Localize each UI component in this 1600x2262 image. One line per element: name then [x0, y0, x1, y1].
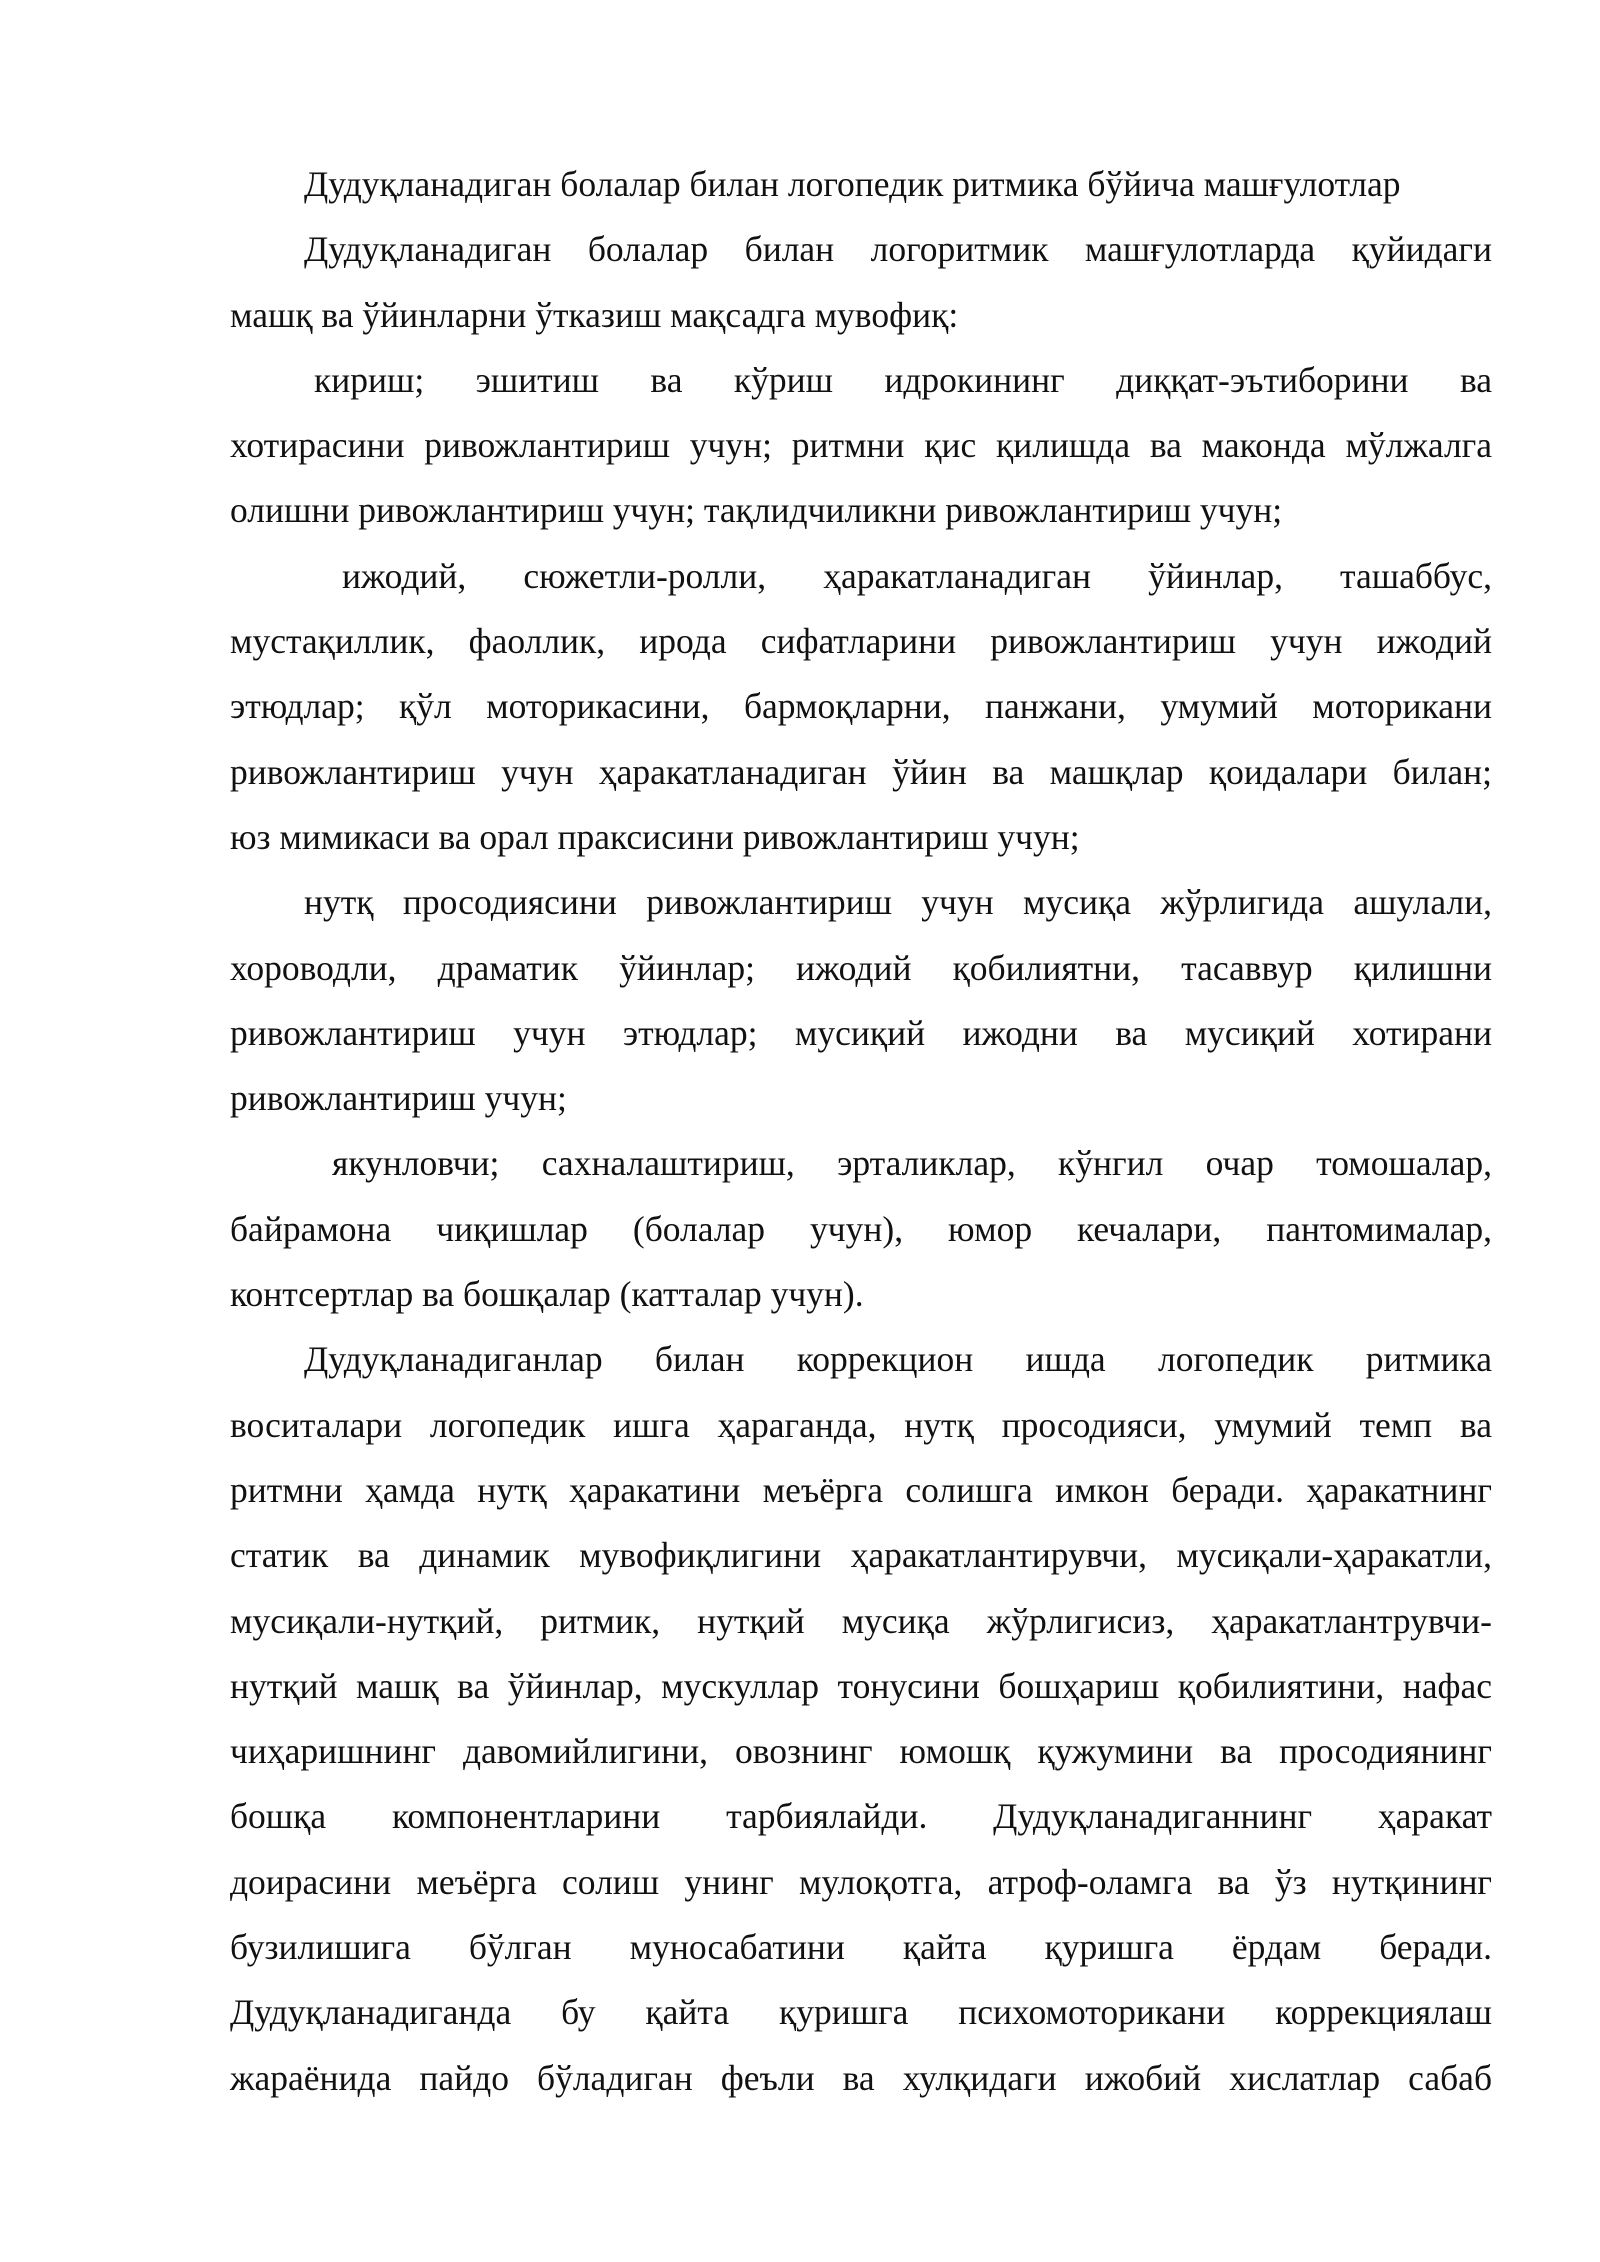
text-line: Дудуқланадиганда бу қайта қуришга психомоторикани коррекциялаш	[230, 1992, 1492, 2033]
text-line: бошқа компонентларини тарбиялайди. Дудуқланадиганнинг ҳаракат	[230, 1796, 1492, 1837]
text-line: кириш; эшитиш ва кўриш идрокининг диққат-эътиборини ва	[314, 359, 1492, 400]
text-line: ривожлантириш учун этюдлар; мусиқий ижодни ва мусиқий хотирани	[230, 1012, 1492, 1053]
text-line: байрамона чиқишлар (болалар учун), юмор кечалари, пантомималар,	[230, 1208, 1492, 1249]
text-line: ривожлантириш учун ҳаракатланадиган ўйин ва машқлар қоидалари билан;	[230, 751, 1492, 792]
text-line: бузилишига бўлган муносабатини қайта қуришга ёрдам беради.	[230, 1927, 1492, 1968]
text-line: юз мимикаси ва орал праксисини ривожлантириш учун;	[230, 816, 1080, 857]
text-line: статик ва динамик мувофиқлигини ҳаракатлантирувчи, мусиқали-ҳаракатли,	[230, 1535, 1492, 1576]
text-line: этюдлар; қўл моторикасини, бармоқларни, панжани, умумий моторикани	[230, 686, 1492, 727]
text-line: Дудуқланадиганлар билан коррекцион ишда логопедик ритмика	[304, 1339, 1492, 1380]
text-line: воситалари логопедик ишга ҳараганда, нутқ просодияси, умумий темп ва	[230, 1404, 1492, 1445]
text-line: доирасини меъёрга солиш унинг мулоқотга, атроф-оламга ва ўз нутқининг	[230, 1861, 1492, 1902]
text-line: чиҳаришнинг давомийлигини, овознинг юмошқ қужумини ва просодиянинг	[230, 1731, 1492, 1772]
text-line: олишни ривожлантириш учун; тақлидчиликни ривожлантириш учун;	[230, 490, 1283, 531]
text-line: жараёнида пайдо бўладиган феъли ва хулқидаги ижобий хислатлар сабаб	[230, 2057, 1492, 2098]
text-line: мусиқали-нутқий, ритмик, нутқий мусиқа жўрлигисиз, ҳаракатлантрувчи-	[230, 1600, 1492, 1641]
text-line: нутқий машқ ва ўйинлар, мускуллар тонусини бошҳариш қобилиятини, нафас	[230, 1665, 1492, 1706]
text-line: Дудуқланадиган болалар билан логопедик ритмика бўйича машғулотлар	[304, 164, 1401, 204]
text-line: ижодий, сюжетли-ролли, ҳаракатланадиган ўйинлар, ташаббус,	[342, 555, 1492, 596]
text-line: ривожлантириш учун;	[230, 1078, 567, 1119]
text-line: мустақиллик, фаоллик, ирода сифатларини ривожлантириш учун ижодий	[230, 621, 1492, 662]
text-line: хороводли, драматик ўйинлар; ижодий қобилиятни, тасаввур қилишни	[230, 947, 1492, 988]
text-line: хотирасини ривожлантириш учун; ритмни қис қилишда ва маконда мўлжалга	[230, 425, 1492, 466]
text-line: машқ ва ўйинларни ўтказиш мақсадга мувофиқ:	[230, 294, 959, 335]
text-line: ритмни ҳамда нутқ ҳаракатини меъёрга солишга имкон беради. ҳаракатнинг	[230, 1469, 1492, 1510]
text-line: нутқ просодиясини ривожлантириш учун мусиқа жўрлигида ашулали,	[304, 882, 1492, 923]
text-line: якунловчи; сахналаштириш, эрталиклар, кўнгил очар томошалар,	[332, 1143, 1492, 1184]
text-line: контсертлар ва бошқалар (катталар учун).	[230, 1274, 864, 1315]
document-body	[230, 152, 1492, 2111]
text-line: Дудуқланадиган болалар билан логоритмик машғулотларда қуйидаги	[304, 229, 1492, 270]
